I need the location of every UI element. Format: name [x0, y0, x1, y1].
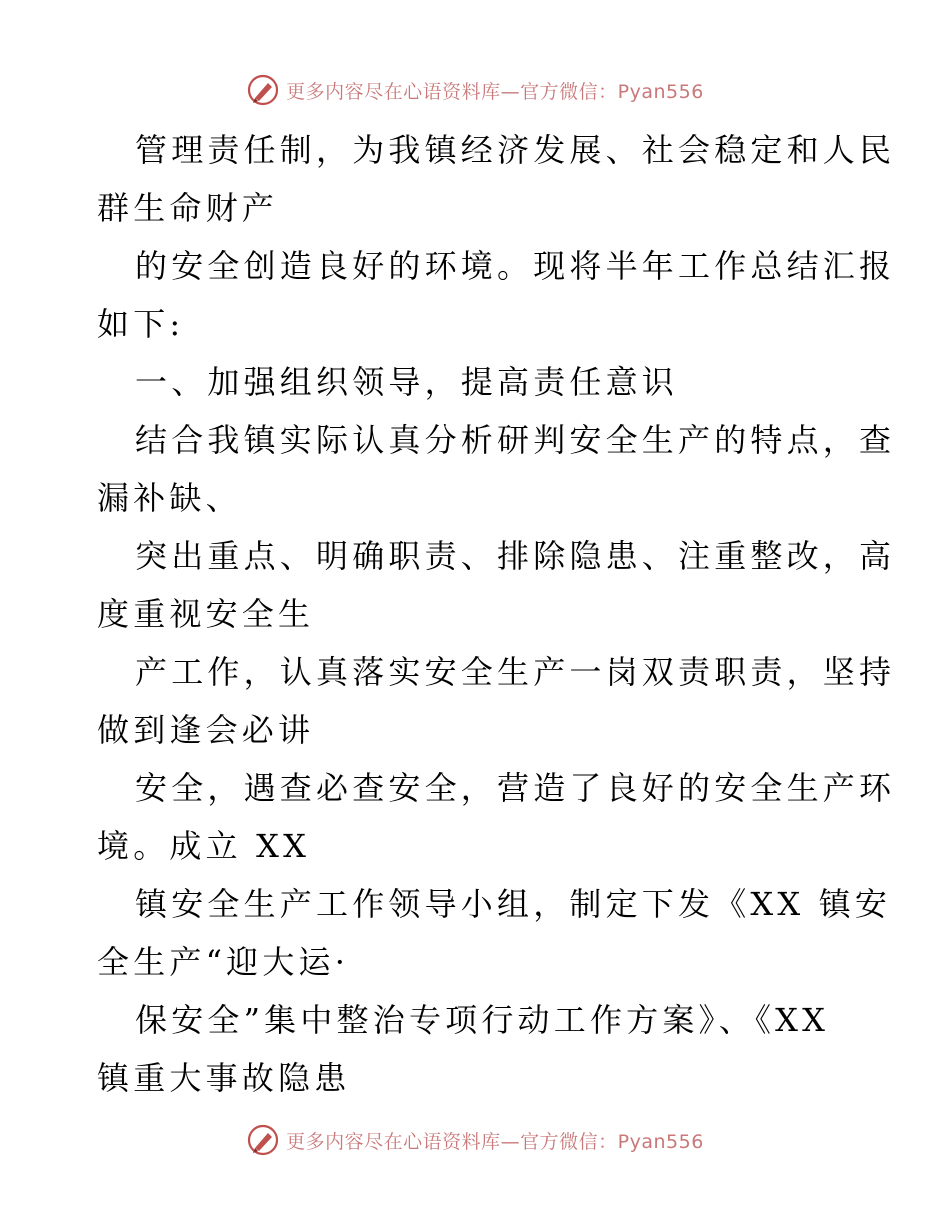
paragraph-line: 群生命财产	[97, 189, 279, 227]
paragraph-line: 如下:	[97, 305, 185, 343]
paragraph-line: 镇重大事故隐患	[97, 1059, 351, 1097]
paragraph-line: 产工作，认真落实安全生产一岗双责职责，坚持	[135, 653, 896, 691]
paragraph-7	[97, 875, 892, 991]
paragraph-4	[97, 527, 896, 643]
paragraph-line: 管理责任制，为我镇经济发展、社会稳定和人民	[135, 131, 896, 169]
footer-banner-text: 更多内容尽在心语资料库—官方微信：Pyan556	[286, 1130, 704, 1153]
paragraph-line: 安全，遇查必查安全，营造了良好的安全生产环	[135, 769, 896, 807]
header-banner-text: 更多内容尽在心语资料库—官方微信：Pyan556	[286, 80, 704, 103]
paragraph-2	[97, 237, 896, 353]
paragraph-6	[97, 759, 896, 875]
paragraph-3	[97, 411, 896, 527]
paragraph-line: 全生产“迎大运·	[97, 943, 350, 981]
paragraph-line: 的安全创造良好的环境。现将半年工作总结汇报	[135, 247, 896, 285]
section-heading	[97, 353, 857, 411]
paragraph-5	[97, 643, 896, 759]
paragraph-line: 境。成立 XX	[97, 827, 311, 865]
footer-watermark-banner	[0, 1120, 950, 1160]
paragraph-line: 结合我镇实际认真分析研判安全生产的特点，查	[135, 421, 896, 459]
paragraph-line: 镇安全生产工作领导小组，制定下发《XX 镇安	[135, 885, 892, 923]
section-heading-text: 一、加强组织领导，提高责任意识	[135, 363, 679, 401]
paragraph-1	[97, 121, 896, 237]
paragraph-line: 保安全”集中整治专项行动工作方案》、《XX	[135, 1001, 830, 1039]
pen-logo-icon	[246, 73, 280, 107]
paragraph-8	[97, 991, 857, 1107]
paragraph-line: 突出重点、明确职责、排除隐患、注重整改，高	[135, 537, 896, 575]
header-watermark-banner	[0, 70, 950, 110]
paragraph-line: 漏补缺、	[97, 479, 242, 517]
document-body	[97, 121, 896, 1107]
paragraph-line: 做到逢会必讲	[97, 711, 315, 749]
paragraph-line: 度重视安全生	[97, 595, 315, 633]
pen-logo-icon	[246, 1123, 280, 1157]
